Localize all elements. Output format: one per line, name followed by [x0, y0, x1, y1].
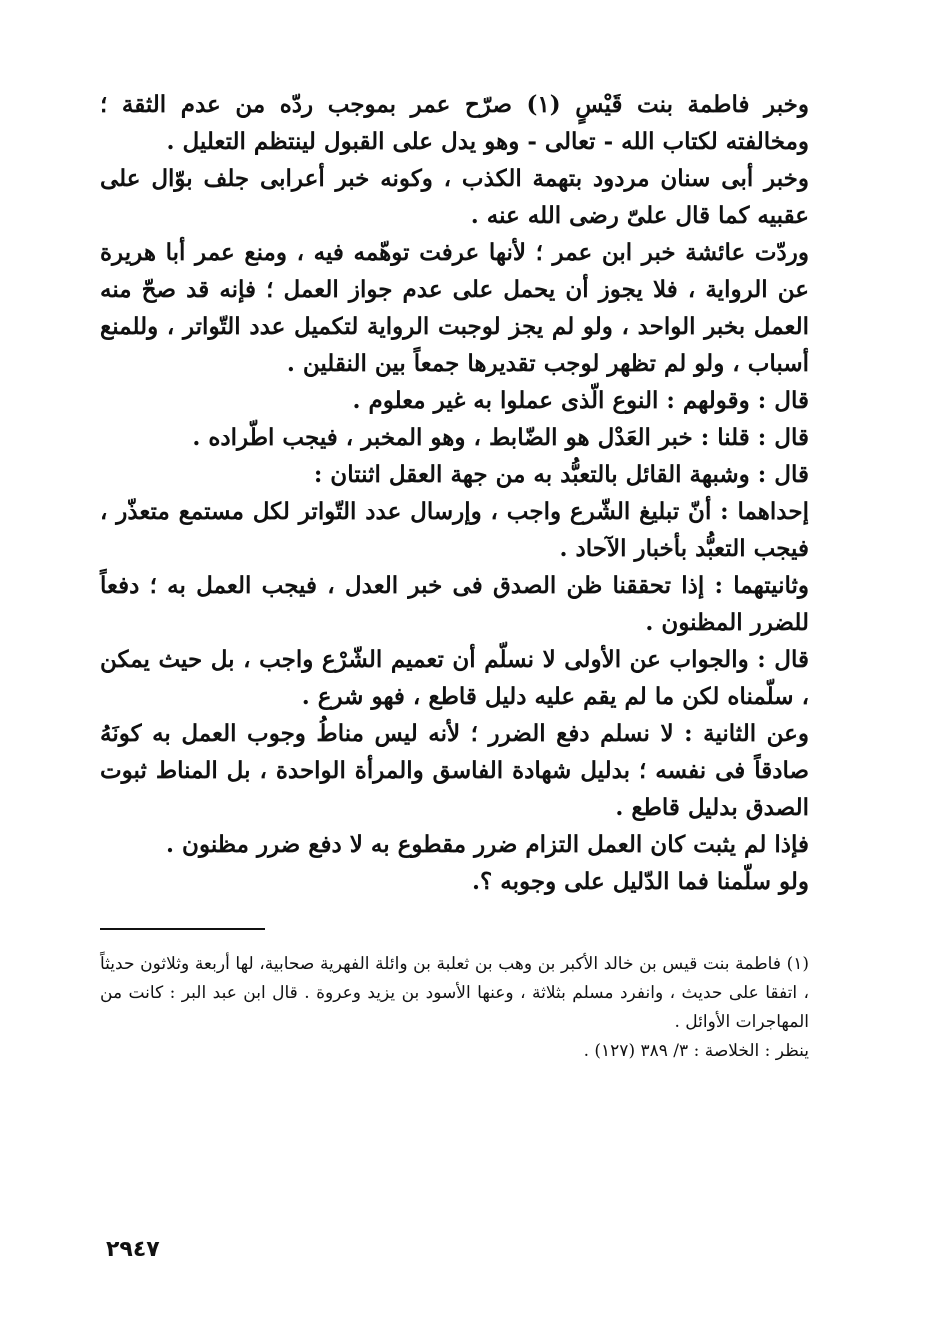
page-number: ٢٩٤٧: [106, 1237, 160, 1262]
footnotes: [100, 950, 809, 1066]
paragraph-abi-sinan: وخبر أبى سنان مردود بتهمة الكذب ، وكونه خبر أعرابى جلف بوّال على عقبيه كما قال علىّ رضى الله عنه .: [100, 165, 809, 229]
paragraph-aisha: وردّت عائشة خبر ابن عمر ؛ لأنها عرفت توهّمه فيه ، ومنع عمر أبا هريرة عن الرواية ، فلا يجوز أن يحمل على عدم جواز العمل ؛ فإنه قد صحّ منه العمل بخبر الواحد ، ولو لم يجز لوجبت الرواية لتكميل عدد التّواتر ، وللمنع أسباب ، ولو لم تظهر لوجب تقديرها جمعاً بين النقلين .: [100, 239, 809, 377]
paragraph-question: ولو سلّمنا فما الدّليل على وجوبه ؟.: [472, 868, 809, 895]
paragraph-adl: قال : قلنا : خبر العَدْل هو الضّابط ، وهو المخبر ، فيجب اطّراده .: [192, 424, 809, 451]
footnote-1: (١) فاطمة بنت قيس بن خالد الأكبر بن وهب بن ثعلبة بن وائلة الفهرية صحابية، لها أربعة وثلاثون حديثاً ، اتفقا على حديث ، وانفرد مسلم بثلاثة ، وعنها الأسود بن يزيد وعروة . قال ابن عبد البر : كانت من المهاجرات الأوائل .: [100, 954, 809, 1032]
paragraph-shubha: قال : وشبهة القائل بالتعبُّد به من جهة العقل اثنتان :: [313, 461, 809, 488]
footnote-reference: ينظر : الخلاصة : ٣/ ٣٨٩ (١٢٧) .: [583, 1041, 809, 1061]
paragraph-first: إحداهما : أنّ تبليغ الشّرع واجب ، وإرسال عدد التّواتر لكل مستمع متعذّر ، فيجب التعبُّد بأخبار الآحاد .: [100, 498, 809, 562]
paragraph-fatima: وخبر فاطمة بنت قَيْسٍ (١) صرّح عمر بموجب ردّه من عدم الثقة ؛ ومخالفته لكتاب الله - تعالى - وهو يدل على القبول لينتظم التعليل .: [100, 91, 809, 155]
paragraph-naw: قال : وقولهم : النوع الّذى عملوا به غير معلوم .: [352, 387, 809, 414]
footnote-separator: [100, 928, 265, 930]
paragraph-conclusion: فإذا لم يثبت كان العمل التزام ضرر مقطوع به لا دفع ضرر مظنون .: [166, 831, 809, 858]
paragraph-second: وثانيتهما : إذا تحققنا ظن الصدق فى خبر العدل ، فيجب العمل به ؛ دفعاً للضرر المظنون .: [100, 572, 809, 636]
main-text: [100, 86, 809, 900]
paragraph-answer-second: وعن الثانية : لا نسلم دفع الضرر ؛ لأنه ليس مناطُ وجوب العمل به كونَهُ صادقاً فى نفسه ؛ بدليل شهادة الفاسق والمرأة الواحدة ، بل المناط ثبوت الصدق بدليل قاطع .: [100, 720, 809, 821]
footnote-separator-wrap: [100, 928, 809, 930]
paragraph-answer-first: قال : والجواب عن الأولى لا نسلّم أن تعميم الشّرْع واجب ، بل حيث يمكن ، سلّمناه لكن ما لم يقم عليه دليل قاطع ، فهو شرع .: [100, 646, 809, 710]
